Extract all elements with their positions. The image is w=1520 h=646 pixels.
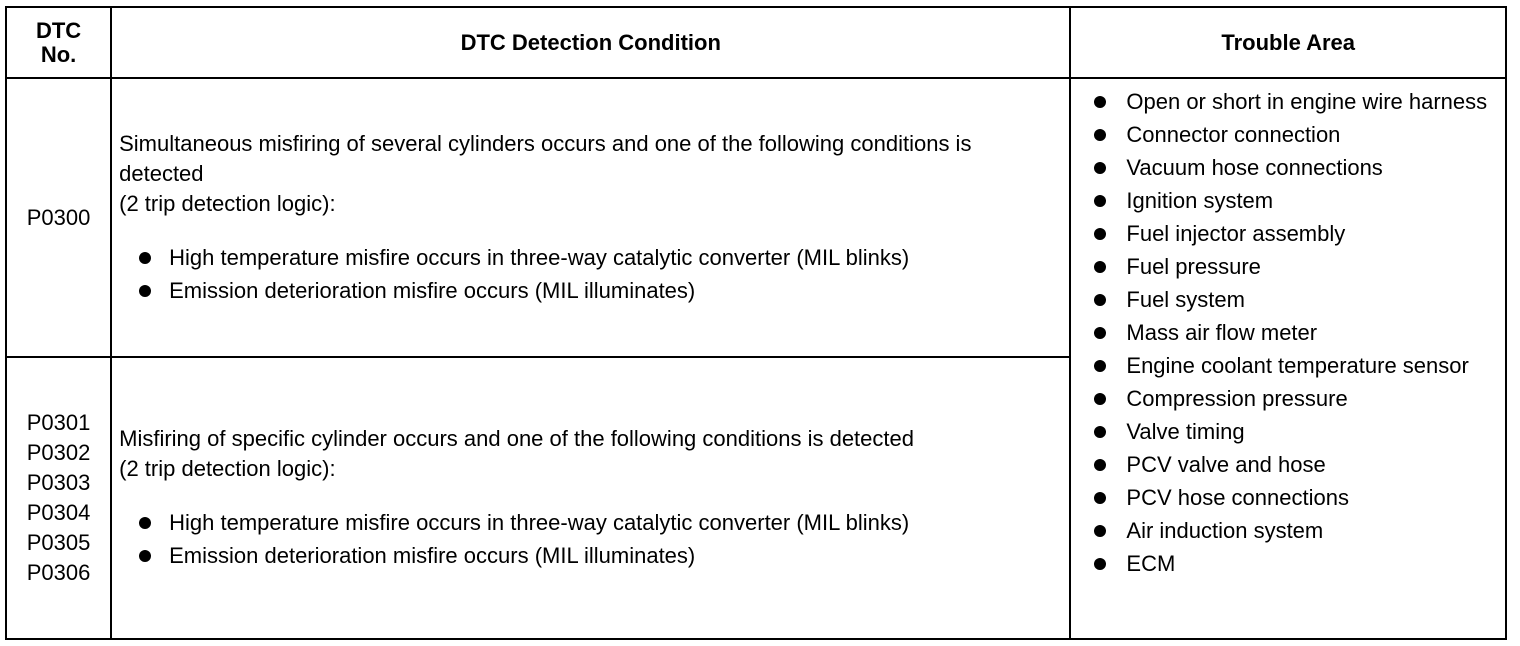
- condition-cell: [111, 357, 1070, 639]
- condition-line: (2 trip detection logic):: [119, 190, 336, 216]
- trouble-area-item: Air induction system: [1126, 516, 1495, 546]
- condition-line: Misfiring of specific cylinder occurs and one of the following conditions is detected: [119, 426, 914, 451]
- table-row: [6, 78, 1506, 357]
- trouble-area-item: Ignition system: [1126, 186, 1495, 216]
- condition-text: [119, 129, 1061, 219]
- condition-line: Simultaneous misfiring of several cylinders occurs and one of the following conditions is detected: [119, 130, 972, 186]
- condition-cell: [111, 78, 1070, 357]
- dtc-code-list: [7, 408, 110, 588]
- dtc-code-cell: [6, 357, 111, 639]
- header-detection-condition: DTC Detection Condition: [111, 7, 1070, 78]
- condition-text: [119, 424, 1061, 484]
- trouble-area-item: Open or short in engine wire harness: [1126, 87, 1495, 117]
- dtc-code: P0301: [26, 410, 91, 435]
- trouble-area-cell: [1070, 78, 1506, 639]
- dtc-code: P0300: [26, 204, 91, 230]
- header-trouble-area: Trouble Area: [1070, 7, 1506, 78]
- dtc-table: [5, 6, 1507, 640]
- trouble-area-item: Compression pressure: [1126, 384, 1495, 414]
- dtc-code: P0304: [26, 500, 91, 525]
- trouble-area-item: Connector connection: [1126, 120, 1495, 150]
- condition-bullet: Emission deterioration misfire occurs (MIL illuminates): [169, 274, 1061, 307]
- condition-bullet: High temperature misfire occurs in three-way catalytic converter (MIL blinks): [169, 506, 1061, 539]
- dtc-code: P0303: [26, 470, 91, 495]
- trouble-area-item: PCV valve and hose: [1126, 450, 1495, 480]
- dtc-code-cell: [6, 78, 111, 357]
- trouble-area-item: Vacuum hose connections: [1126, 153, 1495, 183]
- dtc-code: P0306: [26, 560, 91, 585]
- trouble-area-item: ECM: [1126, 549, 1495, 579]
- trouble-area-item: Fuel pressure: [1126, 252, 1495, 282]
- dtc-code: P0305: [26, 530, 91, 555]
- condition-bullet-list: [119, 506, 1061, 572]
- condition-bullet-list: [119, 241, 1061, 307]
- trouble-area-list: [1071, 79, 1505, 579]
- dtc-code-list: [7, 203, 110, 233]
- header-row: [6, 7, 1506, 78]
- dtc-code: P0302: [26, 440, 91, 465]
- trouble-area-item: Valve timing: [1126, 417, 1495, 447]
- trouble-area-item: Mass air flow meter: [1126, 318, 1495, 348]
- trouble-area-item: Fuel system: [1126, 285, 1495, 315]
- condition-bullet: High temperature misfire occurs in three-way catalytic converter (MIL blinks): [169, 241, 1061, 274]
- trouble-area-item: Fuel injector assembly: [1126, 219, 1495, 249]
- condition-line: (2 trip detection logic):: [119, 456, 336, 481]
- header-dtc-no: DTC No.: [6, 7, 111, 78]
- trouble-area-item: PCV hose connections: [1126, 483, 1495, 513]
- trouble-area-item: Engine coolant temperature sensor: [1126, 351, 1495, 381]
- condition-bullet: Emission deterioration misfire occurs (MIL illuminates): [169, 539, 1061, 572]
